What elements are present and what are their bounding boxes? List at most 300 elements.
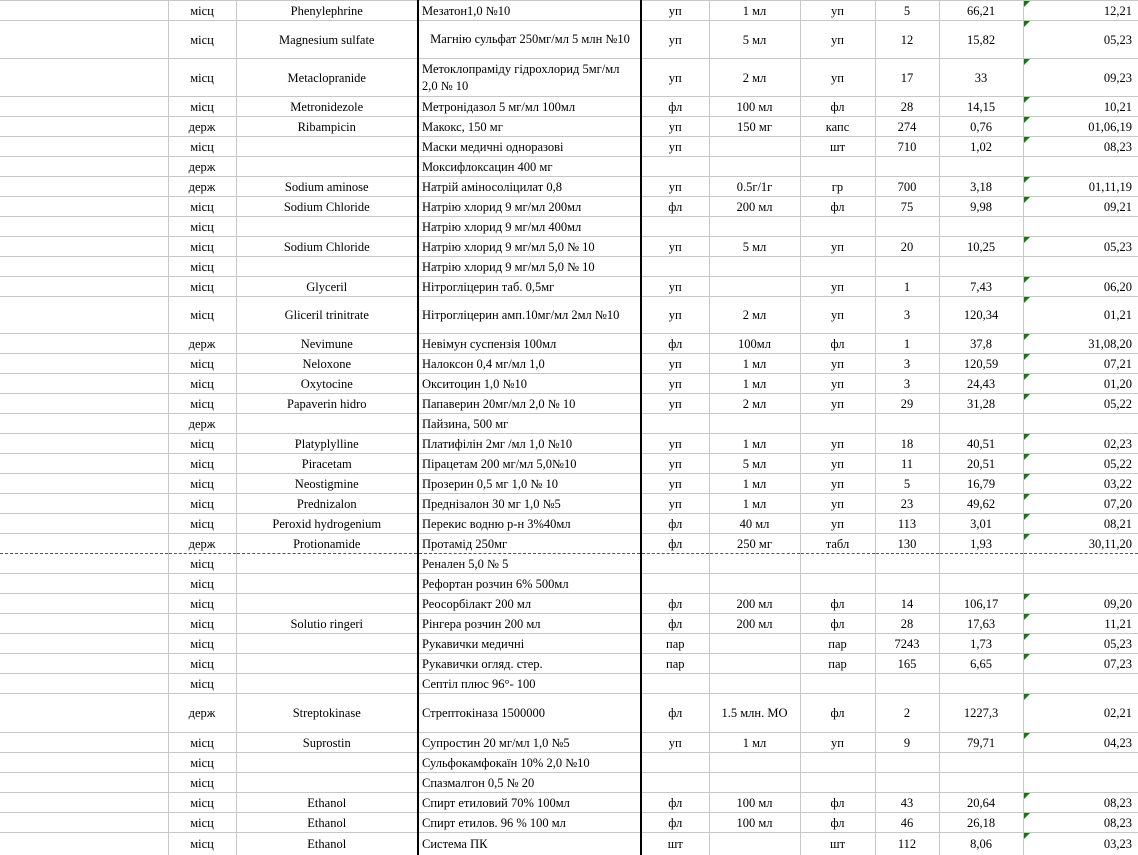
- date-cell: 06,20: [1023, 277, 1138, 297]
- product-name-cell: Натрію хлорид 9 мг/мл 5,0 № 10: [418, 237, 641, 257]
- date-cell: 05,22: [1023, 394, 1138, 414]
- date-cell: [1023, 773, 1138, 793]
- unit-cell: уп: [800, 21, 875, 59]
- unit-cell: фл: [800, 793, 875, 813]
- table-row: [0, 394, 1138, 414]
- table-row: [0, 514, 1138, 534]
- product-name-cell: Невімун суспензія 100мл: [418, 334, 641, 354]
- table-row: [0, 21, 1138, 59]
- date-cell: 04,23: [1023, 733, 1138, 753]
- product-name-cell: Ренален 5,0 № 5: [418, 554, 641, 574]
- quantity-cell: 1: [875, 277, 939, 297]
- product-name-cell: Налоксон 0,4 мг/мл 1,0: [418, 354, 641, 374]
- table-row: [0, 277, 1138, 297]
- table-row: [0, 197, 1138, 217]
- dose-cell: 1 мл: [709, 1, 800, 21]
- price-cell: 120,34: [939, 297, 1023, 334]
- type-cell: місц: [168, 773, 236, 793]
- date-cell: 09,23: [1023, 59, 1138, 97]
- quantity-cell: 18: [875, 434, 939, 454]
- price-cell: 1227,3: [939, 694, 1023, 733]
- pack-cell: шт: [641, 833, 709, 855]
- latin-name-cell: Nevimune: [236, 334, 418, 354]
- unit-cell: уп: [800, 494, 875, 514]
- price-cell: 49,62: [939, 494, 1023, 514]
- price-cell: 3,18: [939, 177, 1023, 197]
- unit-cell: [800, 773, 875, 793]
- product-name-cell: Моксифлоксацин 400 мг: [418, 157, 641, 177]
- pack-cell: уп: [641, 454, 709, 474]
- quantity-cell: [875, 554, 939, 574]
- table-row: [0, 217, 1138, 237]
- table-row: [0, 374, 1138, 394]
- unit-cell: уп: [800, 1, 875, 21]
- quantity-cell: [875, 574, 939, 594]
- dose-cell: 1 мл: [709, 494, 800, 514]
- date-cell: 01,11,19: [1023, 177, 1138, 197]
- type-cell: держ: [168, 414, 236, 434]
- blank-cell: [0, 634, 168, 654]
- quantity-cell: 11: [875, 454, 939, 474]
- date-cell: [1023, 157, 1138, 177]
- dose-cell: 250 мг: [709, 534, 800, 554]
- product-name-cell: Система ПК: [418, 833, 641, 855]
- type-cell: місц: [168, 634, 236, 654]
- type-cell: місц: [168, 1, 236, 21]
- price-cell: 66,21: [939, 1, 1023, 21]
- latin-name-cell: Gliceril trinitrate: [236, 297, 418, 334]
- blank-cell: [0, 374, 168, 394]
- type-cell: місц: [168, 833, 236, 855]
- table-row: [0, 733, 1138, 753]
- latin-name-cell: Ribampicin: [236, 117, 418, 137]
- quantity-cell: 5: [875, 1, 939, 21]
- unit-cell: уп: [800, 474, 875, 494]
- pack-cell: фл: [641, 594, 709, 614]
- date-cell: [1023, 414, 1138, 434]
- type-cell: місц: [168, 554, 236, 574]
- blank-cell: [0, 694, 168, 733]
- pack-cell: уп: [641, 297, 709, 334]
- unit-cell: шт: [800, 137, 875, 157]
- price-cell: 31,28: [939, 394, 1023, 414]
- price-cell: [939, 217, 1023, 237]
- product-name-cell: Натрію хлорид 9 мг/мл 200мл: [418, 197, 641, 217]
- latin-name-cell: Neloxone: [236, 354, 418, 374]
- price-cell: [939, 753, 1023, 773]
- latin-name-cell: Glyceril: [236, 277, 418, 297]
- dose-cell: [709, 257, 800, 277]
- dose-cell: [709, 833, 800, 855]
- latin-name-cell: [236, 554, 418, 574]
- unit-cell: гр: [800, 177, 875, 197]
- quantity-cell: 3: [875, 297, 939, 334]
- pack-cell: [641, 157, 709, 177]
- product-name-cell: Стрептокіназа 1500000: [418, 694, 641, 733]
- pack-cell: уп: [641, 1, 709, 21]
- date-cell: [1023, 217, 1138, 237]
- price-cell: [939, 574, 1023, 594]
- price-cell: 40,51: [939, 434, 1023, 454]
- unit-cell: уп: [800, 354, 875, 374]
- latin-name-cell: [236, 654, 418, 674]
- table-row: [0, 474, 1138, 494]
- latin-name-cell: Platyplylline: [236, 434, 418, 454]
- unit-cell: табл: [800, 534, 875, 554]
- type-cell: місц: [168, 614, 236, 634]
- dose-cell: [709, 277, 800, 297]
- table-row: [0, 833, 1138, 855]
- blank-cell: [0, 157, 168, 177]
- product-name-cell: Реосорбілакт 200 мл: [418, 594, 641, 614]
- pack-cell: фл: [641, 514, 709, 534]
- dose-cell: [709, 157, 800, 177]
- price-cell: 24,43: [939, 374, 1023, 394]
- dose-cell: [709, 554, 800, 574]
- pack-cell: [641, 257, 709, 277]
- latin-name-cell: [236, 574, 418, 594]
- dose-cell: 2 мл: [709, 297, 800, 334]
- dose-cell: 1 мл: [709, 474, 800, 494]
- blank-cell: [0, 534, 168, 554]
- date-cell: 08,23: [1023, 137, 1138, 157]
- quantity-cell: 1: [875, 334, 939, 354]
- date-cell: 31,08,20: [1023, 334, 1138, 354]
- pack-cell: [641, 773, 709, 793]
- quantity-cell: 46: [875, 813, 939, 833]
- dose-cell: 100 мл: [709, 813, 800, 833]
- product-name-cell: Преднізалон 30 мг 1,0 №5: [418, 494, 641, 514]
- pack-cell: фл: [641, 334, 709, 354]
- table-row: [0, 177, 1138, 197]
- pack-cell: уп: [641, 733, 709, 753]
- unit-cell: уп: [800, 733, 875, 753]
- unit-cell: уп: [800, 394, 875, 414]
- dose-cell: 200 мл: [709, 197, 800, 217]
- blank-cell: [0, 614, 168, 634]
- table-row: [0, 554, 1138, 574]
- dose-cell: [709, 773, 800, 793]
- unit-cell: уп: [800, 454, 875, 474]
- price-cell: 10,25: [939, 237, 1023, 257]
- product-name-cell: Септіл плюс 96°- 100: [418, 674, 641, 694]
- table-row: [0, 414, 1138, 434]
- blank-cell: [0, 137, 168, 157]
- dose-cell: 1 мл: [709, 733, 800, 753]
- pack-cell: фл: [641, 694, 709, 733]
- quantity-cell: [875, 217, 939, 237]
- type-cell: місц: [168, 813, 236, 833]
- table-row: [0, 534, 1138, 554]
- type-cell: місц: [168, 674, 236, 694]
- unit-cell: [800, 554, 875, 574]
- price-cell: 9,98: [939, 197, 1023, 217]
- quantity-cell: 75: [875, 197, 939, 217]
- date-cell: 05,23: [1023, 21, 1138, 59]
- pack-cell: пар: [641, 634, 709, 654]
- product-name-cell: Рукавички медичні: [418, 634, 641, 654]
- dose-cell: [709, 217, 800, 237]
- blank-cell: [0, 654, 168, 674]
- pack-cell: фл: [641, 197, 709, 217]
- latin-name-cell: Sodium aminose: [236, 177, 418, 197]
- quantity-cell: 3: [875, 374, 939, 394]
- price-cell: 6,65: [939, 654, 1023, 674]
- price-cell: 0,76: [939, 117, 1023, 137]
- dose-cell: 1.5 млн. МО: [709, 694, 800, 733]
- blank-cell: [0, 554, 168, 574]
- quantity-cell: 2: [875, 694, 939, 733]
- blank-cell: [0, 773, 168, 793]
- type-cell: місц: [168, 574, 236, 594]
- latin-name-cell: Neostigmine: [236, 474, 418, 494]
- unit-cell: пар: [800, 654, 875, 674]
- dose-cell: 2 мл: [709, 59, 800, 97]
- quantity-cell: 130: [875, 534, 939, 554]
- quantity-cell: 5: [875, 474, 939, 494]
- latin-name-cell: Peroxid hydrogenium: [236, 514, 418, 534]
- quantity-cell: [875, 414, 939, 434]
- table-row: [0, 793, 1138, 813]
- date-cell: 08,23: [1023, 813, 1138, 833]
- dose-cell: 100 мл: [709, 793, 800, 813]
- blank-cell: [0, 574, 168, 594]
- product-name-cell: Макокс, 150 мг: [418, 117, 641, 137]
- price-cell: [939, 554, 1023, 574]
- latin-name-cell: [236, 674, 418, 694]
- date-cell: 02,21: [1023, 694, 1138, 733]
- date-cell: 30,11,20: [1023, 534, 1138, 554]
- dose-cell: 100 мл: [709, 97, 800, 117]
- date-cell: 01,20: [1023, 374, 1138, 394]
- pack-cell: [641, 217, 709, 237]
- type-cell: місц: [168, 434, 236, 454]
- unit-cell: [800, 157, 875, 177]
- type-cell: місц: [168, 237, 236, 257]
- quantity-cell: 28: [875, 97, 939, 117]
- date-cell: 08,21: [1023, 514, 1138, 534]
- type-cell: місц: [168, 197, 236, 217]
- pack-cell: [641, 753, 709, 773]
- date-cell: 10,21: [1023, 97, 1138, 117]
- date-cell: [1023, 257, 1138, 277]
- quantity-cell: 7243: [875, 634, 939, 654]
- unit-cell: уп: [800, 277, 875, 297]
- table-row: [0, 694, 1138, 733]
- price-cell: 3,01: [939, 514, 1023, 534]
- dose-cell: [709, 753, 800, 773]
- type-cell: місц: [168, 257, 236, 277]
- pack-cell: уп: [641, 237, 709, 257]
- blank-cell: [0, 474, 168, 494]
- latin-name-cell: Magnesium sulfate: [236, 21, 418, 59]
- price-cell: [939, 414, 1023, 434]
- product-name-cell: Нітрогліцерин амп.10мг/мл 2мл №10: [418, 297, 641, 334]
- dose-cell: 200 мл: [709, 594, 800, 614]
- unit-cell: пар: [800, 634, 875, 654]
- dose-cell: 5 мл: [709, 21, 800, 59]
- blank-cell: [0, 813, 168, 833]
- product-name-cell: Пірацетам 200 мг/мл 5,0№10: [418, 454, 641, 474]
- latin-name-cell: Streptokinase: [236, 694, 418, 733]
- dose-cell: 40 мл: [709, 514, 800, 534]
- latin-name-cell: Papaverin hidro: [236, 394, 418, 414]
- pack-cell: уп: [641, 117, 709, 137]
- table-row: [0, 674, 1138, 694]
- latin-name-cell: Oxytocine: [236, 374, 418, 394]
- latin-name-cell: [236, 634, 418, 654]
- unit-cell: [800, 753, 875, 773]
- blank-cell: [0, 277, 168, 297]
- latin-name-cell: [236, 594, 418, 614]
- pack-cell: уп: [641, 59, 709, 97]
- type-cell: держ: [168, 334, 236, 354]
- pack-cell: уп: [641, 177, 709, 197]
- latin-name-cell: [236, 414, 418, 434]
- blank-cell: [0, 434, 168, 454]
- quantity-cell: 20: [875, 237, 939, 257]
- date-cell: 02,23: [1023, 434, 1138, 454]
- latin-name-cell: Metaclopranide: [236, 59, 418, 97]
- unit-cell: фл: [800, 97, 875, 117]
- dose-cell: [709, 137, 800, 157]
- table-row: [0, 257, 1138, 277]
- product-name-cell: Рукавички огляд. стер.: [418, 654, 641, 674]
- unit-cell: капс: [800, 117, 875, 137]
- latin-name-cell: Solutio ringeri: [236, 614, 418, 634]
- quantity-cell: 165: [875, 654, 939, 674]
- quantity-cell: 710: [875, 137, 939, 157]
- table-row: [0, 59, 1138, 97]
- table-row: [0, 614, 1138, 634]
- latin-name-cell: Suprostin: [236, 733, 418, 753]
- blank-cell: [0, 297, 168, 334]
- type-cell: держ: [168, 177, 236, 197]
- latin-name-cell: Sodium Chloride: [236, 197, 418, 217]
- product-name-cell: Протамід 250мг: [418, 534, 641, 554]
- unit-cell: уп: [800, 434, 875, 454]
- date-cell: 09,20: [1023, 594, 1138, 614]
- pack-cell: уп: [641, 21, 709, 59]
- dose-cell: [709, 674, 800, 694]
- quantity-cell: 700: [875, 177, 939, 197]
- dose-cell: 2 мл: [709, 394, 800, 414]
- type-cell: місц: [168, 514, 236, 534]
- blank-cell: [0, 97, 168, 117]
- price-cell: 7,43: [939, 277, 1023, 297]
- table-row: [0, 97, 1138, 117]
- pack-cell: уп: [641, 394, 709, 414]
- type-cell: місц: [168, 594, 236, 614]
- blank-cell: [0, 833, 168, 855]
- product-name-cell: Сульфокамфокаїн 10% 2,0 №10: [418, 753, 641, 773]
- product-name-cell: Метоклопраміду гідрохлорид 5мг/мл 2,0 № 10: [418, 59, 641, 97]
- product-name-cell: Папаверин 20мг/мл 2,0 № 10: [418, 394, 641, 414]
- latin-name-cell: Ethanol: [236, 813, 418, 833]
- latin-name-cell: Prednizalon: [236, 494, 418, 514]
- unit-cell: фл: [800, 334, 875, 354]
- blank-cell: [0, 1, 168, 21]
- product-name-cell: Метронідазол 5 мг/мл 100мл: [418, 97, 641, 117]
- pack-cell: уп: [641, 374, 709, 394]
- blank-cell: [0, 21, 168, 59]
- product-name-cell: Спирт етиловий 70% 100мл: [418, 793, 641, 813]
- product-name-cell: Рінгера розчин 200 мл: [418, 614, 641, 634]
- type-cell: місц: [168, 374, 236, 394]
- table-row: [0, 334, 1138, 354]
- dose-cell: 5 мл: [709, 454, 800, 474]
- pack-cell: фл: [641, 793, 709, 813]
- unit-cell: фл: [800, 197, 875, 217]
- quantity-cell: 3: [875, 354, 939, 374]
- quantity-cell: 28: [875, 614, 939, 634]
- type-cell: місц: [168, 494, 236, 514]
- pack-cell: уп: [641, 277, 709, 297]
- quantity-cell: 23: [875, 494, 939, 514]
- product-name-cell: Супростин 20 мг/мл 1,0 №5: [418, 733, 641, 753]
- type-cell: місц: [168, 654, 236, 674]
- date-cell: 05,23: [1023, 237, 1138, 257]
- price-cell: 37,8: [939, 334, 1023, 354]
- blank-cell: [0, 753, 168, 773]
- date-cell: 12,21: [1023, 1, 1138, 21]
- product-name-cell: Мезатон1,0 №10: [418, 1, 641, 21]
- dose-cell: [709, 634, 800, 654]
- unit-cell: [800, 674, 875, 694]
- price-cell: [939, 674, 1023, 694]
- pack-cell: фл: [641, 614, 709, 634]
- latin-name-cell: [236, 753, 418, 773]
- date-cell: 07,23: [1023, 654, 1138, 674]
- product-name-cell: Спазмалгон 0,5 № 20: [418, 773, 641, 793]
- product-name-cell: Рефортан розчин 6% 500мл: [418, 574, 641, 594]
- blank-cell: [0, 237, 168, 257]
- latin-name-cell: Ethanol: [236, 833, 418, 855]
- latin-name-cell: [236, 217, 418, 237]
- type-cell: місц: [168, 733, 236, 753]
- date-cell: 05,22: [1023, 454, 1138, 474]
- quantity-cell: [875, 674, 939, 694]
- blank-cell: [0, 394, 168, 414]
- type-cell: місц: [168, 753, 236, 773]
- blank-cell: [0, 514, 168, 534]
- product-name-cell: Нітрогліцерин таб. 0,5мг: [418, 277, 641, 297]
- dose-cell: 1 мл: [709, 354, 800, 374]
- blank-cell: [0, 674, 168, 694]
- price-cell: [939, 157, 1023, 177]
- dose-cell: 150 мг: [709, 117, 800, 137]
- quantity-cell: [875, 773, 939, 793]
- blank-cell: [0, 733, 168, 753]
- dose-cell: 100мл: [709, 334, 800, 354]
- blank-cell: [0, 197, 168, 217]
- quantity-cell: 14: [875, 594, 939, 614]
- price-cell: 15,82: [939, 21, 1023, 59]
- quantity-cell: 43: [875, 793, 939, 813]
- unit-cell: фл: [800, 594, 875, 614]
- latin-name-cell: Protionamide: [236, 534, 418, 554]
- date-cell: 08,23: [1023, 793, 1138, 813]
- latin-name-cell: [236, 257, 418, 277]
- table-row: [0, 237, 1138, 257]
- quantity-cell: 17: [875, 59, 939, 97]
- quantity-cell: 12: [875, 21, 939, 59]
- table-row: [0, 753, 1138, 773]
- price-cell: 16,79: [939, 474, 1023, 494]
- pack-cell: уп: [641, 434, 709, 454]
- type-cell: місц: [168, 97, 236, 117]
- type-cell: держ: [168, 534, 236, 554]
